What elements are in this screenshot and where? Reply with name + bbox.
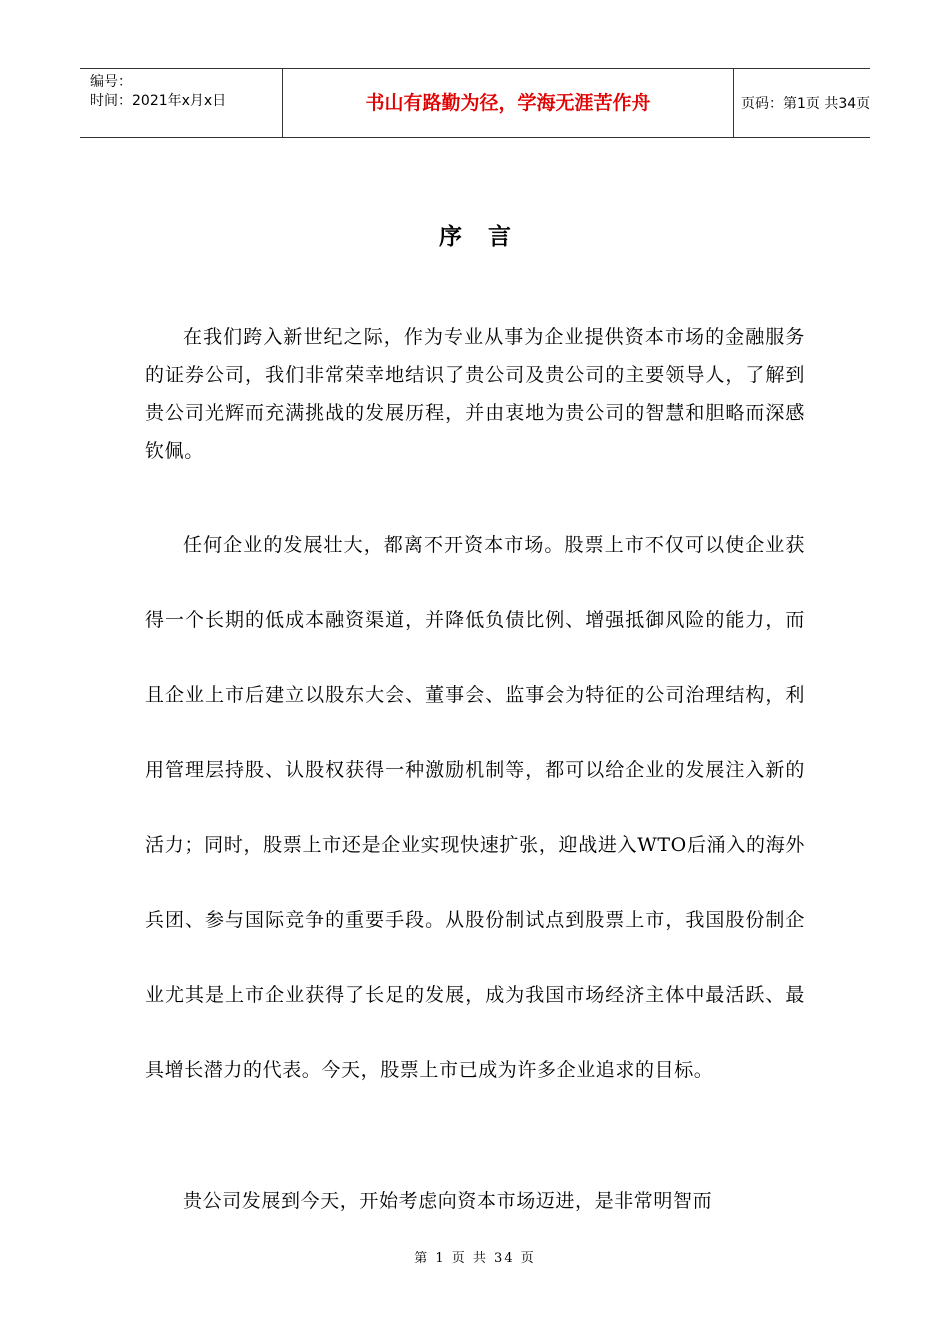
paragraph-2: 任何企业的发展壮大，都离不开资本市场。股票上市不仅可以使企业获得一个长期的低成本融资渠道，并降低负债比例、增强抵御风险的能力，而且企业上市后建立以股东大会、董事会、监事会为特征的公司治理结构，利用管理层持股、认股权获得一种激励机制等，都可以给企业的发展注入新的活力；同时，股票上市还是企业实现快速扩张，迎战进入WTO后涌入的海外兵团、参与国际竞争的重要手段。从股份制试点到股票上市，我国股份制企业尤其是上市企业获得了长足的发展，成为我国市场经济主体中最活跃、最具增长潜力的代表。今天，股票上市已成为许多企业追求的目标。 xyxy=(145,534,805,1081)
paragraph-1: 在我们跨入新世纪之际，作为专业从事为企业提供资本市场的金融服务的证券公司，我们非常荣幸地结识了贵公司及贵公司的主要领导人，了解到贵公司光辉而充满挑战的发展历程，并由衷地为贵公司的智慧和胆略而深感钦佩。 xyxy=(145,326,805,462)
document-date-label: 时间：2021年x月x日 xyxy=(90,93,227,109)
header-info-cell xyxy=(80,69,282,137)
header-motto: 书山有路勤为径，学海无涯苦作舟 xyxy=(365,92,651,114)
document-number-label: 编号： xyxy=(90,74,132,90)
header-page-number: 页码：第1页 共34页 xyxy=(741,96,871,112)
document-title: 序言 xyxy=(439,224,537,250)
page-header xyxy=(80,68,870,138)
paragraph-3: 贵公司发展到今天，开始考虑向资本市场迈进，是非常明智而 xyxy=(183,1190,713,1212)
header-motto-cell xyxy=(282,69,734,137)
header-page-cell xyxy=(733,69,870,137)
page-footer: 第 1 页 共 34 页 xyxy=(414,1251,536,1266)
